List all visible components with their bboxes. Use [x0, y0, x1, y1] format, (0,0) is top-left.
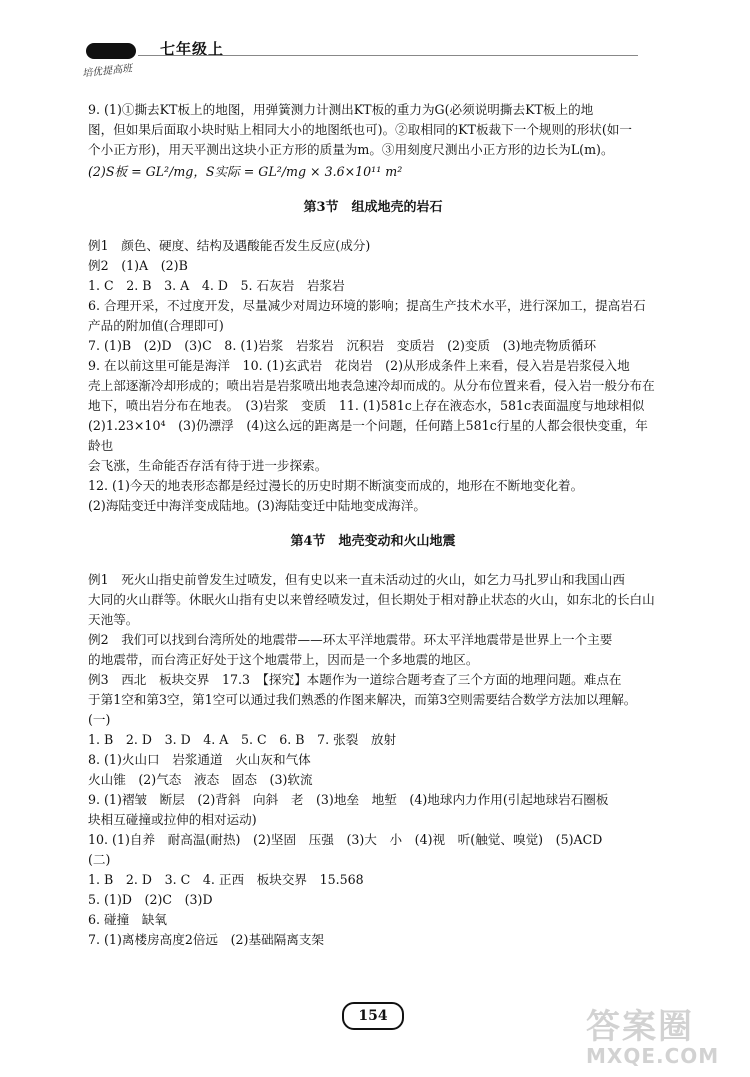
page-number: 154 [342, 1002, 404, 1030]
text-line: 地下，喷出岩分布在地表。 (3)岩浆 变质 11. (1)581c上存在液态水，581c表面温度与地球相似 [88, 398, 645, 413]
text-line: 7. (1)B (2)D (3)C 8. (1)岩浆 岩浆岩 沉积岩 变质岩 (2)变质 (3)地壳物质循环 [88, 338, 597, 353]
watermark-logo-text: 答案圈 [586, 1007, 694, 1047]
watermark [586, 999, 736, 1069]
text-line: 8. (1)火山口 岩浆通道 火山灰和气体 [88, 752, 311, 767]
header-logo-pill [86, 43, 136, 59]
text-line: 会飞涨，生命能否存活有待于进一步探索。 [88, 458, 328, 473]
text-line: 例3 西北 板块交界 17.3 【探究】本题作为一道综合题考查了三个方面的地理问题。难点在 [88, 672, 622, 687]
text-line: 12. (1)今天的地表形态都是经过漫长的历史时期不断演变而成的，地形在不断地变化着。 [88, 478, 584, 493]
page-header [0, 0, 750, 80]
page-content [88, 100, 658, 950]
text-line: 1. B 2. D 3. C 4. 正西 板块交界 15.568 [88, 872, 364, 887]
section-4-title: 第4节 地壳变动和火山地震 [290, 534, 456, 549]
text-line: 例1 颜色、硬度、结构及遇酸能否发生反应(成分) [88, 238, 371, 253]
text-line: (2)1.23×10⁴ (3)仍漂浮 (4)这么远的距离是一个问题，任何踏上581c行星的人都会很快变重，年龄也 [88, 418, 648, 453]
text-line: 5. (1)D (2)C (3)D [88, 892, 213, 907]
text-line: 10. (1)自养 耐高温(耐热) (2)坚固 压强 (3)大 小 (4)视 听(触觉、嗅觉) (5)ACD [88, 832, 603, 847]
text-line: 的地震带，而台湾正好处于这个地震带上，因而是一个多地震的地区。 [88, 652, 479, 667]
text-line: 9. (1)①撕去KT板上的地图，用弹簧测力计测出KT板的重力为G(必须说明撕去KT板上的地 [88, 102, 594, 117]
text-line: (二) [88, 852, 111, 867]
text-line: (2)海陆变迁中海洋变成陆地。(3)海陆变迁中陆地变成海洋。 [88, 498, 426, 513]
header-rule [138, 55, 638, 56]
header-script-logo: 培优提高班 [81, 63, 133, 80]
text-line: 于第1空和第3空，第1空可以通过我们熟悉的作图来解决，而第3空则需要结合数学方法加以理解。 [88, 692, 637, 707]
text-line: 天池等。 [88, 612, 139, 627]
text-line: 个小正方形)，用天平测出这块小正方形的质量为m。③用刻度尺测出小正方形的边长为L(m)。 [88, 142, 614, 157]
text-line: 壳上部逐渐冷却形成的；喷出岩是岩浆喷出地表急速冷却而成的。从分布位置来看，侵入岩一般分布在 [88, 378, 655, 393]
text-line: 1. B 2. D 3. D 4. A 5. C 6. B 7. 张裂 放射 [88, 732, 397, 747]
formula-line: (2)S板 = GL²/mg，S实际 = GL²/mg × 3.6×10¹¹ m² [88, 164, 403, 179]
text-line: 7. (1)离楼房高度2倍远 (2)基础隔离支架 [88, 932, 325, 947]
section-3-title: 第3节 组成地壳的岩石 [303, 200, 443, 215]
text-line: 9. (1)褶皱 断层 (2)背斜 向斜 老 (3)地垒 地堑 (4)地球内力作用(引起地球岩石圈板 [88, 792, 609, 807]
text-line: 产品的附加值(合理即可) [88, 318, 224, 333]
header-title: 七年级上 [160, 40, 225, 58]
text-line: 大同的火山群等。休眠火山指有史以来曾经喷发过，但长期处于相对静止状态的火山，如东北的长白山 [88, 592, 655, 607]
text-line: 块相互碰撞或拉伸的相对运动) [88, 812, 257, 827]
text-line: 例2 (1)A (2)B [88, 258, 188, 273]
text-line: 火山锥 (2)气态 液态 固态 (3)软流 [88, 772, 313, 787]
text-line: 6. 碰撞 缺氧 [88, 912, 167, 927]
text-line: 1. C 2. B 3. A 4. D 5. 石灰岩 岩浆岩 [88, 278, 345, 293]
text-line: 9. 在以前这里可能是海洋 10. (1)玄武岩 花岗岩 (2)从形成条件上来看，侵入岩是岩浆侵入地 [88, 358, 630, 373]
text-line: 例1 死火山指史前曾发生过喷发，但有史以来一直未活动过的火山，如乞力马扎罗山和我国山西 [88, 572, 625, 587]
text-line: 图，但如果后面取小块时贴上相同大小的地图纸也可)。②取相同的KT板裁下一个规则的形状(如一 [88, 122, 632, 137]
text-line: 例2 我们可以找到台湾所处的地震带——环太平洋地震带。环太平洋地震带是世界上一个主要 [88, 632, 613, 647]
watermark-url: MXQE.COM [586, 1044, 720, 1068]
text-line: (一) [88, 712, 111, 727]
text-line: 6. 合理开采，不过度开发，尽量减少对周边环境的影响；提高生产技术水平，进行深加工，提高岩石 [88, 298, 646, 313]
